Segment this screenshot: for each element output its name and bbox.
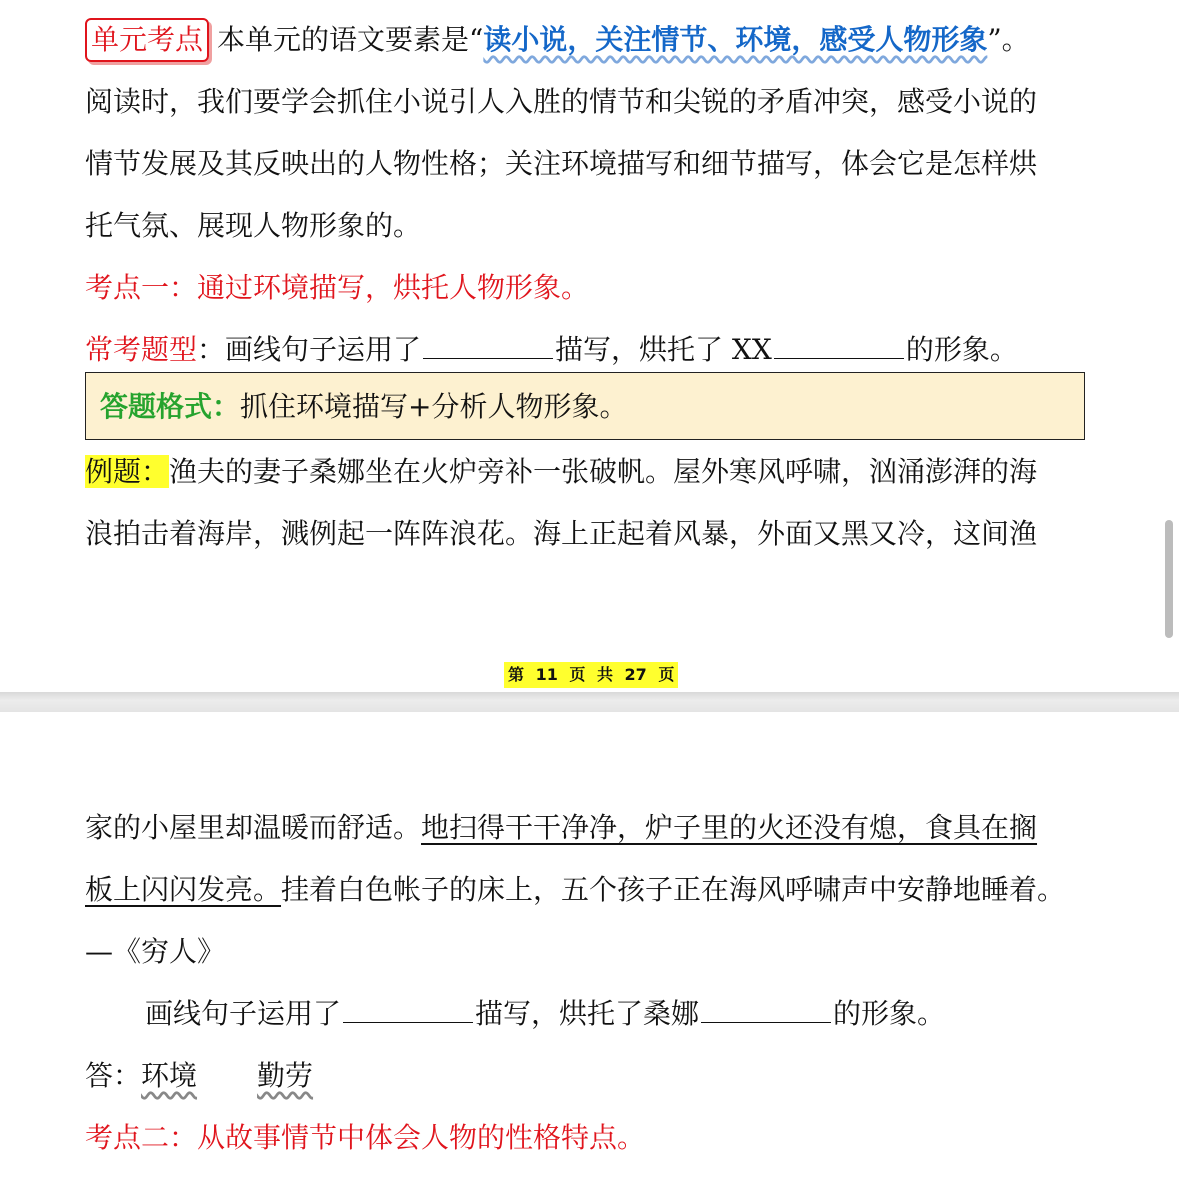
document-page-2 [0,712,1179,1179]
answer-label: 答： [85,1059,142,1092]
intro-line-4: 托气氛、展现人物形象的。 [85,209,422,242]
common-label: 常考题型 [85,333,198,366]
example-line-2: 浪拍击着海岸，溅例起一阵阵浪花。海上正起着风暴，外面又黑又冷，这间渔 [85,517,1038,550]
example-label: 例题： [85,455,170,488]
answer-line [85,1056,313,1096]
question-text-c: 的形象。 [833,997,946,1030]
scrollbar-thumb[interactable] [1165,520,1173,638]
unit-intro-line [85,18,1030,62]
question-text-b: 描写，烘托了桑娜 [475,997,700,1030]
intro-suffix: ”。 [987,23,1030,56]
common-text-c: 的形象。 [905,333,1018,366]
point-one-heading: 考点一：通过环境描写，烘托人物形象。 [85,271,590,304]
common-text-a: ：画线句子运用了 [197,333,422,366]
intro-prefix: 本单元的语文要素是“ [217,23,484,56]
underlined-sentence-part-1: 地扫得干干净净，炉子里的火还没有熄，食具在搁 [421,811,1038,844]
page-number: 第 11 页 共 27 页 [504,662,678,688]
intro-line-2: 阅读时，我们要学会抓住小说引人入胜的情节和尖锐的矛盾冲突，感受小说的 [85,85,1038,118]
intro-line-3: 情节发展及其反映出的人物性格；关注环境描写和细节描写，体会它是怎样烘 [85,147,1038,180]
example-line-3 [85,808,1037,848]
format-label: 答题格式： [100,390,241,423]
example-line-1 [85,452,1037,492]
common-text-b: 描写，烘托了 XX [555,333,772,366]
example-question [145,994,945,1034]
answer-blank [701,998,831,1023]
example-text-plain: 家的小屋里却温暖而舒适。 [85,811,422,844]
unit-tag: 单元考点 [85,18,209,62]
source-citation: —《穷人》 [85,935,226,968]
point-two-heading: 考点二：从故事情节中体会人物的性格特点。 [85,1121,646,1154]
answer-blank [343,998,473,1023]
answer-1: 环境 [141,1059,198,1092]
underlined-sentence-part-2: 板上闪闪发亮。 [85,873,282,906]
example-text-plain-2: 挂着白色帐子的床上，五个孩子正在海风呼啸声中安静地睡着。 [281,873,1066,906]
common-question-line [85,330,1018,370]
answer-blank [423,334,553,359]
page-separator [0,692,1179,712]
answer-blank [774,334,904,359]
format-text: 抓住环境描写+分析人物形象。 [240,390,628,423]
example-line-4 [85,870,1065,910]
answer-2: 勤劳 [257,1059,314,1092]
intro-highlight: 读小说，关注情节、环境，感受人物形象 [483,23,988,56]
answer-format-box [85,372,1085,440]
question-text-a: 画线句子运用了 [145,997,342,1030]
example-text-1: 渔夫的妻子桑娜坐在火炉旁补一张破帆。屋外寒风呼啸，汹涌澎湃的海 [169,455,1038,488]
